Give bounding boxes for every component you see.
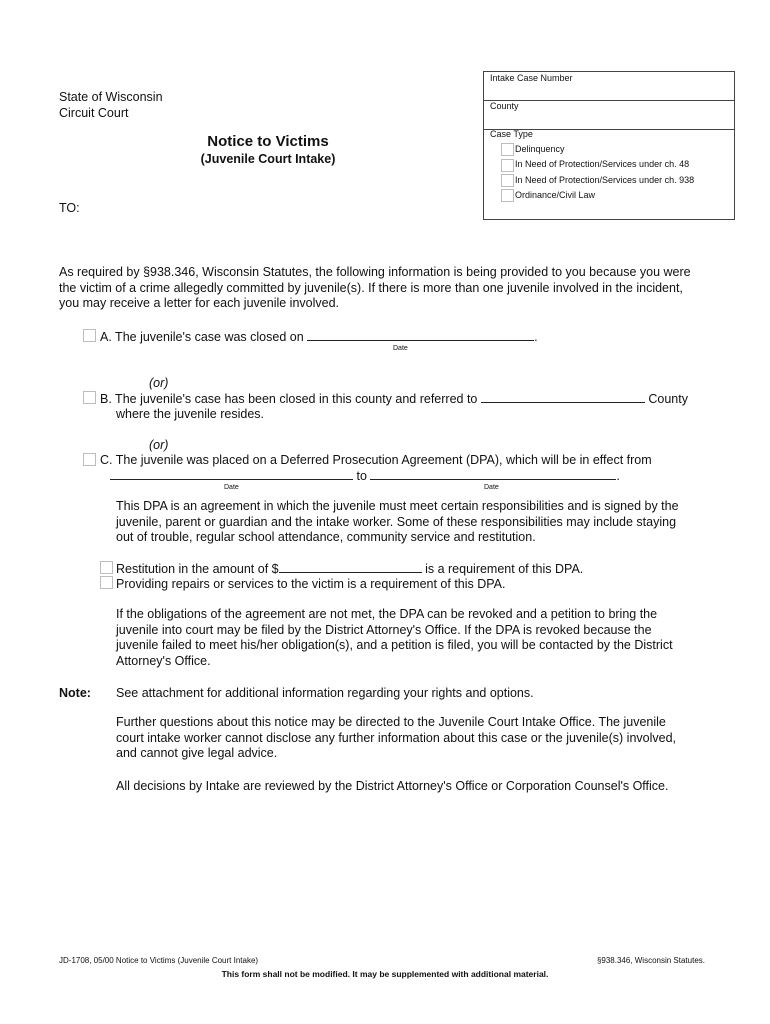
- option-b-line2: where the juvenile resides.: [116, 407, 264, 421]
- or-label-2: (or): [149, 438, 169, 452]
- footer-notice: This form shall not be modified. It may be supplemented with additional material.: [221, 969, 549, 979]
- option-c-to: to: [356, 469, 367, 483]
- note-text: See attachment for additional information regarding your rights and options.: [116, 686, 534, 700]
- option-a-date-label: Date: [393, 345, 408, 352]
- dpa-paragraph: This DPA is an agreement in which the juvenile must meet certain responsibilities and is signed by the juvenile, parent or guardian and the intake worker. Some of these responsibilities may include staying out of trouble, regular school attendance, community service and restitution.: [116, 499, 679, 544]
- intake-case-number-label: Intake Case Number: [490, 73, 573, 83]
- checkbox-chips-ch48[interactable]: [501, 159, 514, 172]
- restitution-prefix: Restitution in the amount of $: [116, 562, 279, 576]
- intake-case-number-field[interactable]: [484, 86, 734, 100]
- page-title: Notice to Victims: [207, 133, 329, 150]
- option-c-start-date-label: Date: [224, 484, 239, 491]
- revoke-paragraph: If the obligations of the agreement are not met, the DPA can be revoked and a petition to bring the juvenile into court may be filed by the District Attorney's Office. If the DPA is revoked because the juvenile failed to meet his/her obligation(s), and a petition is filed, you will be contacted by the District Attorney's Office.: [116, 607, 673, 668]
- checkbox-jips-ch938[interactable]: [501, 174, 514, 187]
- checkbox-option-a[interactable]: [83, 329, 96, 342]
- questions-paragraph: Further questions about this notice may be directed to the Juvenile Court Intake Office. The juvenile court intake worker cannot disclose any further information about this case or the juvenile(s) involved, and cannot give legal advice.: [116, 715, 677, 760]
- case-type-label: Case Type: [490, 129, 533, 139]
- note-label: Note:: [59, 686, 91, 700]
- footer-form-id: JD-1708, 05/00 Notice to Victims (Juvenile Court Intake): [59, 956, 259, 965]
- case-type-ordinance: Ordinance/Civil Law: [515, 190, 596, 200]
- box-divider: [484, 100, 734, 101]
- case-type-delinquency: Delinquency: [515, 144, 565, 154]
- restitution-suffix: is a requirement of this DPA.: [425, 562, 584, 576]
- option-b-county-label: County: [648, 392, 688, 406]
- option-a-line: [100, 328, 538, 345]
- page-subtitle: (Juvenile Court Intake): [200, 152, 336, 166]
- checkbox-delinquency[interactable]: [501, 143, 514, 156]
- option-c-end-date-field[interactable]: [370, 467, 616, 480]
- option-a-text: A. The juvenile's case was closed on: [100, 330, 304, 344]
- intro-paragraph: As required by §938.346, Wisconsin Statutes, the following information is being provided to you because you were the victim of a crime allegedly committed by juvenile(s). If there is more than one juvenile involved in the incident, you may receive a letter for each juvenile involved.: [59, 265, 691, 310]
- decisions-paragraph: All decisions by Intake are reviewed by the District Attorney's Office or Corporation Counsel's Office.: [116, 779, 669, 793]
- option-c-start-date-field[interactable]: [110, 467, 353, 480]
- option-c-text: C. The juvenile was placed on a Deferred Prosecution Agreement (DPA), which will be in effect from: [100, 453, 652, 467]
- checkbox-option-c[interactable]: [83, 453, 96, 466]
- court-name: Circuit Court: [59, 106, 129, 120]
- county-label: County: [490, 101, 519, 111]
- option-a-period: .: [534, 330, 538, 344]
- case-info-box: [483, 71, 735, 220]
- to-label: TO:: [59, 201, 80, 215]
- restitution-amount-field[interactable]: [279, 560, 422, 573]
- option-c-period: .: [616, 469, 620, 483]
- option-b-county-field[interactable]: [481, 390, 645, 403]
- option-b-line: [100, 390, 688, 407]
- or-label-1: (or): [149, 376, 169, 390]
- checkbox-repairs[interactable]: [100, 576, 113, 589]
- case-type-chips-ch48: In Need of Protection/Services under ch. 48: [515, 159, 690, 169]
- restitution-line: [116, 560, 583, 577]
- checkbox-ordinance[interactable]: [501, 189, 514, 202]
- option-c-date-line: [110, 467, 620, 484]
- repairs-text: Providing repairs or services to the victim is a requirement of this DPA.: [116, 577, 506, 591]
- checkbox-restitution[interactable]: [100, 561, 113, 574]
- county-field[interactable]: [484, 114, 734, 128]
- option-b-text: B. The juvenile's case has been closed in this county and referred to: [100, 392, 478, 406]
- checkbox-option-b[interactable]: [83, 391, 96, 404]
- state-name: State of Wisconsin: [59, 90, 163, 104]
- footer-statute: §938.346, Wisconsin Statutes.: [596, 956, 705, 965]
- case-type-jips-ch938: In Need of Protection/Services under ch. 938: [515, 175, 695, 185]
- option-c-end-date-label: Date: [484, 484, 499, 491]
- option-a-date-field[interactable]: [307, 328, 534, 341]
